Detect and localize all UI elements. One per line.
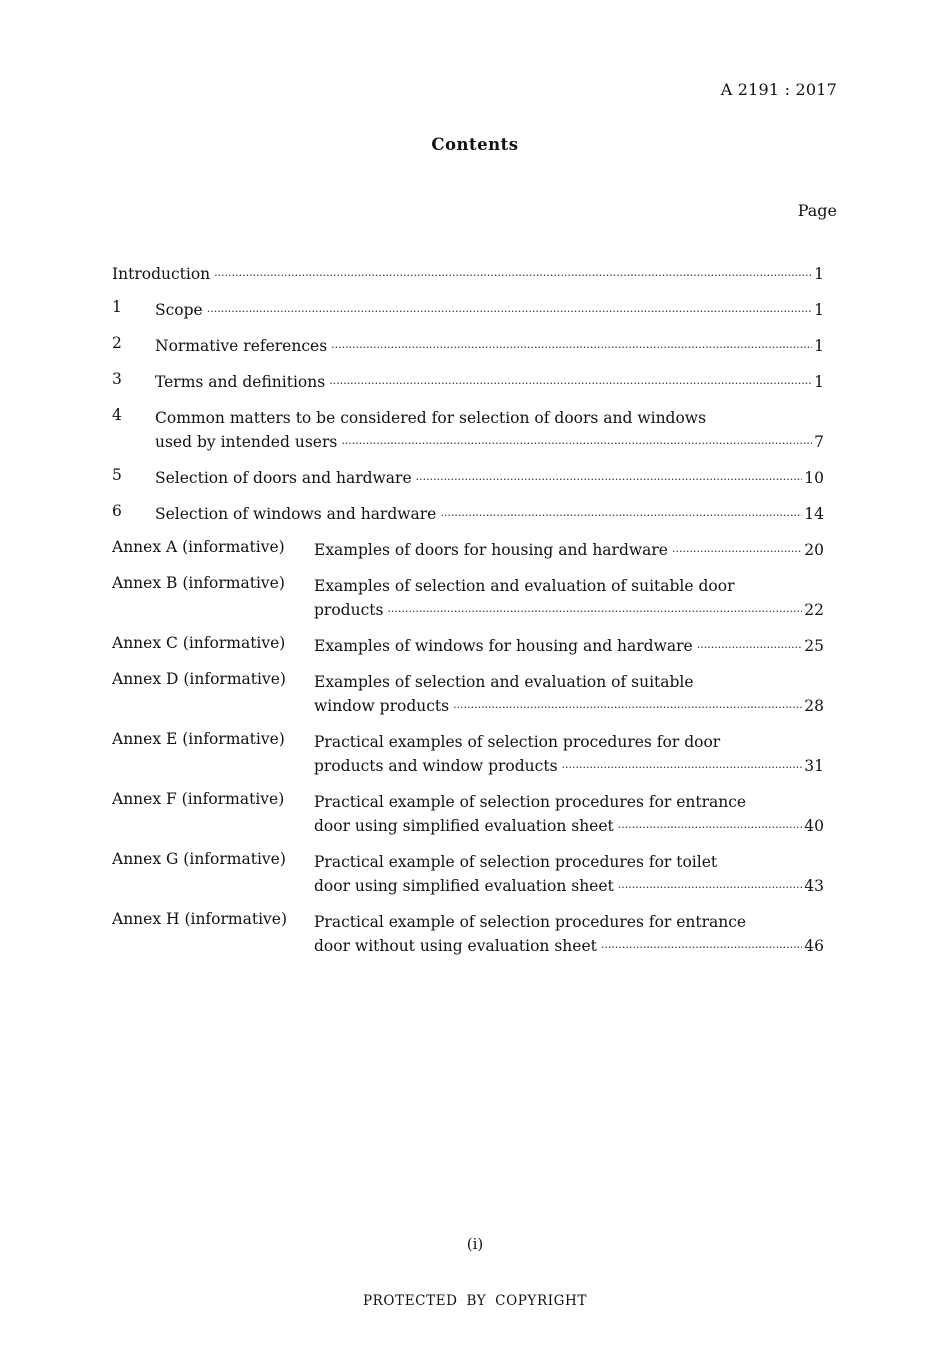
annex-label: Annex G (informative)	[112, 850, 286, 868]
page-column-label: Page	[797, 201, 837, 220]
toc-entry-title: Practical example of selection procedures for entrance	[314, 793, 747, 811]
annex-label: Annex B (informative)	[112, 574, 285, 592]
dot-leader	[601, 936, 802, 960]
toc-page-number: 20	[804, 541, 824, 559]
section-number: 6	[112, 502, 122, 520]
toc-entry-section-3[interactable]	[112, 370, 824, 396]
section-number: 2	[112, 334, 122, 352]
toc-page-number: 46	[804, 937, 824, 955]
dot-leader	[416, 468, 803, 492]
toc-entry-title: Examples of selection and evaluation of suitable door	[314, 577, 735, 595]
toc-entry-annex-c[interactable]	[112, 634, 824, 660]
toc-page-number: 1	[814, 301, 824, 319]
toc-entry-title-cont: door using simplified evaluation sheet	[314, 817, 614, 835]
section-number: 3	[112, 370, 122, 388]
dot-leader	[453, 696, 802, 720]
toc-entry-title: Practical examples of selection procedures for door	[314, 733, 721, 751]
annex-label: Annex A (informative)	[112, 538, 285, 556]
annex-label: Annex C (informative)	[112, 634, 286, 652]
dot-leader	[331, 336, 812, 360]
toc-entry-section-2[interactable]	[112, 334, 824, 360]
dot-leader	[440, 504, 802, 528]
dot-leader	[672, 540, 802, 564]
toc-entry-introduction[interactable]	[112, 262, 824, 288]
dot-leader	[618, 876, 803, 900]
toc-entry-annex-b[interactable]	[112, 574, 824, 624]
dot-leader	[341, 432, 812, 456]
toc-entry-title: Introduction	[112, 265, 211, 283]
toc-page-number: 7	[814, 433, 824, 451]
page-title: Contents	[431, 135, 519, 154]
toc-entry-title-cont: door without using evaluation sheet	[314, 937, 597, 955]
footer-page-number: (i)	[466, 1235, 484, 1253]
toc-page-number: 22	[804, 601, 824, 619]
toc-entry-title: Practical example of selection procedures for entrance	[314, 913, 747, 931]
copyright-notice: PROTECTED BY COPYRIGHT	[362, 1293, 588, 1309]
toc-entry-title: Terms and definitions	[155, 373, 326, 391]
toc-entry-title: Normative references	[155, 337, 328, 355]
section-number: 5	[112, 466, 122, 484]
section-number: 1	[112, 298, 122, 316]
toc-entry-title: Scope	[155, 301, 203, 319]
toc-entry-title: Examples of selection and evaluation of suitable	[314, 673, 694, 691]
toc-page-number: 25	[804, 637, 824, 655]
toc-page-number: 43	[804, 877, 824, 895]
toc-entry-title: Selection of doors and hardware	[155, 469, 412, 487]
toc-entry-section-6[interactable]	[112, 502, 824, 528]
toc-page-number: 1	[814, 337, 824, 355]
toc-entry-title: Examples of doors for housing and hardware	[314, 541, 668, 559]
toc-entry-title: Common matters to be considered for selection of doors and windows	[155, 409, 707, 427]
toc-entry-annex-f[interactable]	[112, 790, 824, 840]
dot-leader	[207, 300, 812, 324]
dot-leader	[329, 372, 812, 396]
dot-leader	[214, 264, 812, 288]
annex-label: Annex D (informative)	[112, 670, 286, 688]
toc-entry-title-cont: used by intended users	[155, 433, 338, 451]
toc-entry-section-4[interactable]	[112, 406, 824, 456]
toc-page-number: 1	[814, 373, 824, 391]
dot-leader	[562, 756, 803, 780]
toc-entry-annex-g[interactable]	[112, 850, 824, 900]
annex-label: Annex H (informative)	[112, 910, 288, 928]
dot-leader	[387, 600, 802, 624]
toc-page-number: 14	[804, 505, 824, 523]
dot-leader	[618, 816, 803, 840]
toc-page-number: 31	[804, 757, 824, 775]
annex-label: Annex E (informative)	[112, 730, 285, 748]
standard-number: A 2191 : 2017	[720, 80, 837, 99]
toc-entry-title-cont: window products	[314, 697, 450, 715]
toc-entry-annex-e[interactable]	[112, 730, 824, 780]
toc-page-number: 1	[814, 265, 824, 283]
toc-entry-title-cont: door using simplified evaluation sheet	[314, 877, 614, 895]
toc-entry-section-5[interactable]	[112, 466, 824, 492]
toc-entry-section-1[interactable]	[112, 298, 824, 324]
toc-page-number: 40	[804, 817, 824, 835]
annex-label: Annex F (informative)	[112, 790, 285, 808]
toc-page-number: 28	[804, 697, 824, 715]
toc-entry-title: Examples of windows for housing and hardware	[314, 637, 693, 655]
toc-page-number: 10	[804, 469, 824, 487]
table-of-contents	[112, 262, 824, 960]
toc-entry-title-cont: products	[314, 601, 384, 619]
toc-entry-annex-d[interactable]	[112, 670, 824, 720]
toc-entry-title-cont: products and window products	[314, 757, 558, 775]
toc-entry-annex-a[interactable]	[112, 538, 824, 564]
toc-entry-annex-h[interactable]	[112, 910, 824, 960]
toc-entry-title: Selection of windows and hardware	[155, 505, 437, 523]
section-number: 4	[112, 406, 122, 424]
toc-entry-title: Practical example of selection procedures for toilet	[314, 853, 718, 871]
dot-leader	[697, 636, 803, 660]
